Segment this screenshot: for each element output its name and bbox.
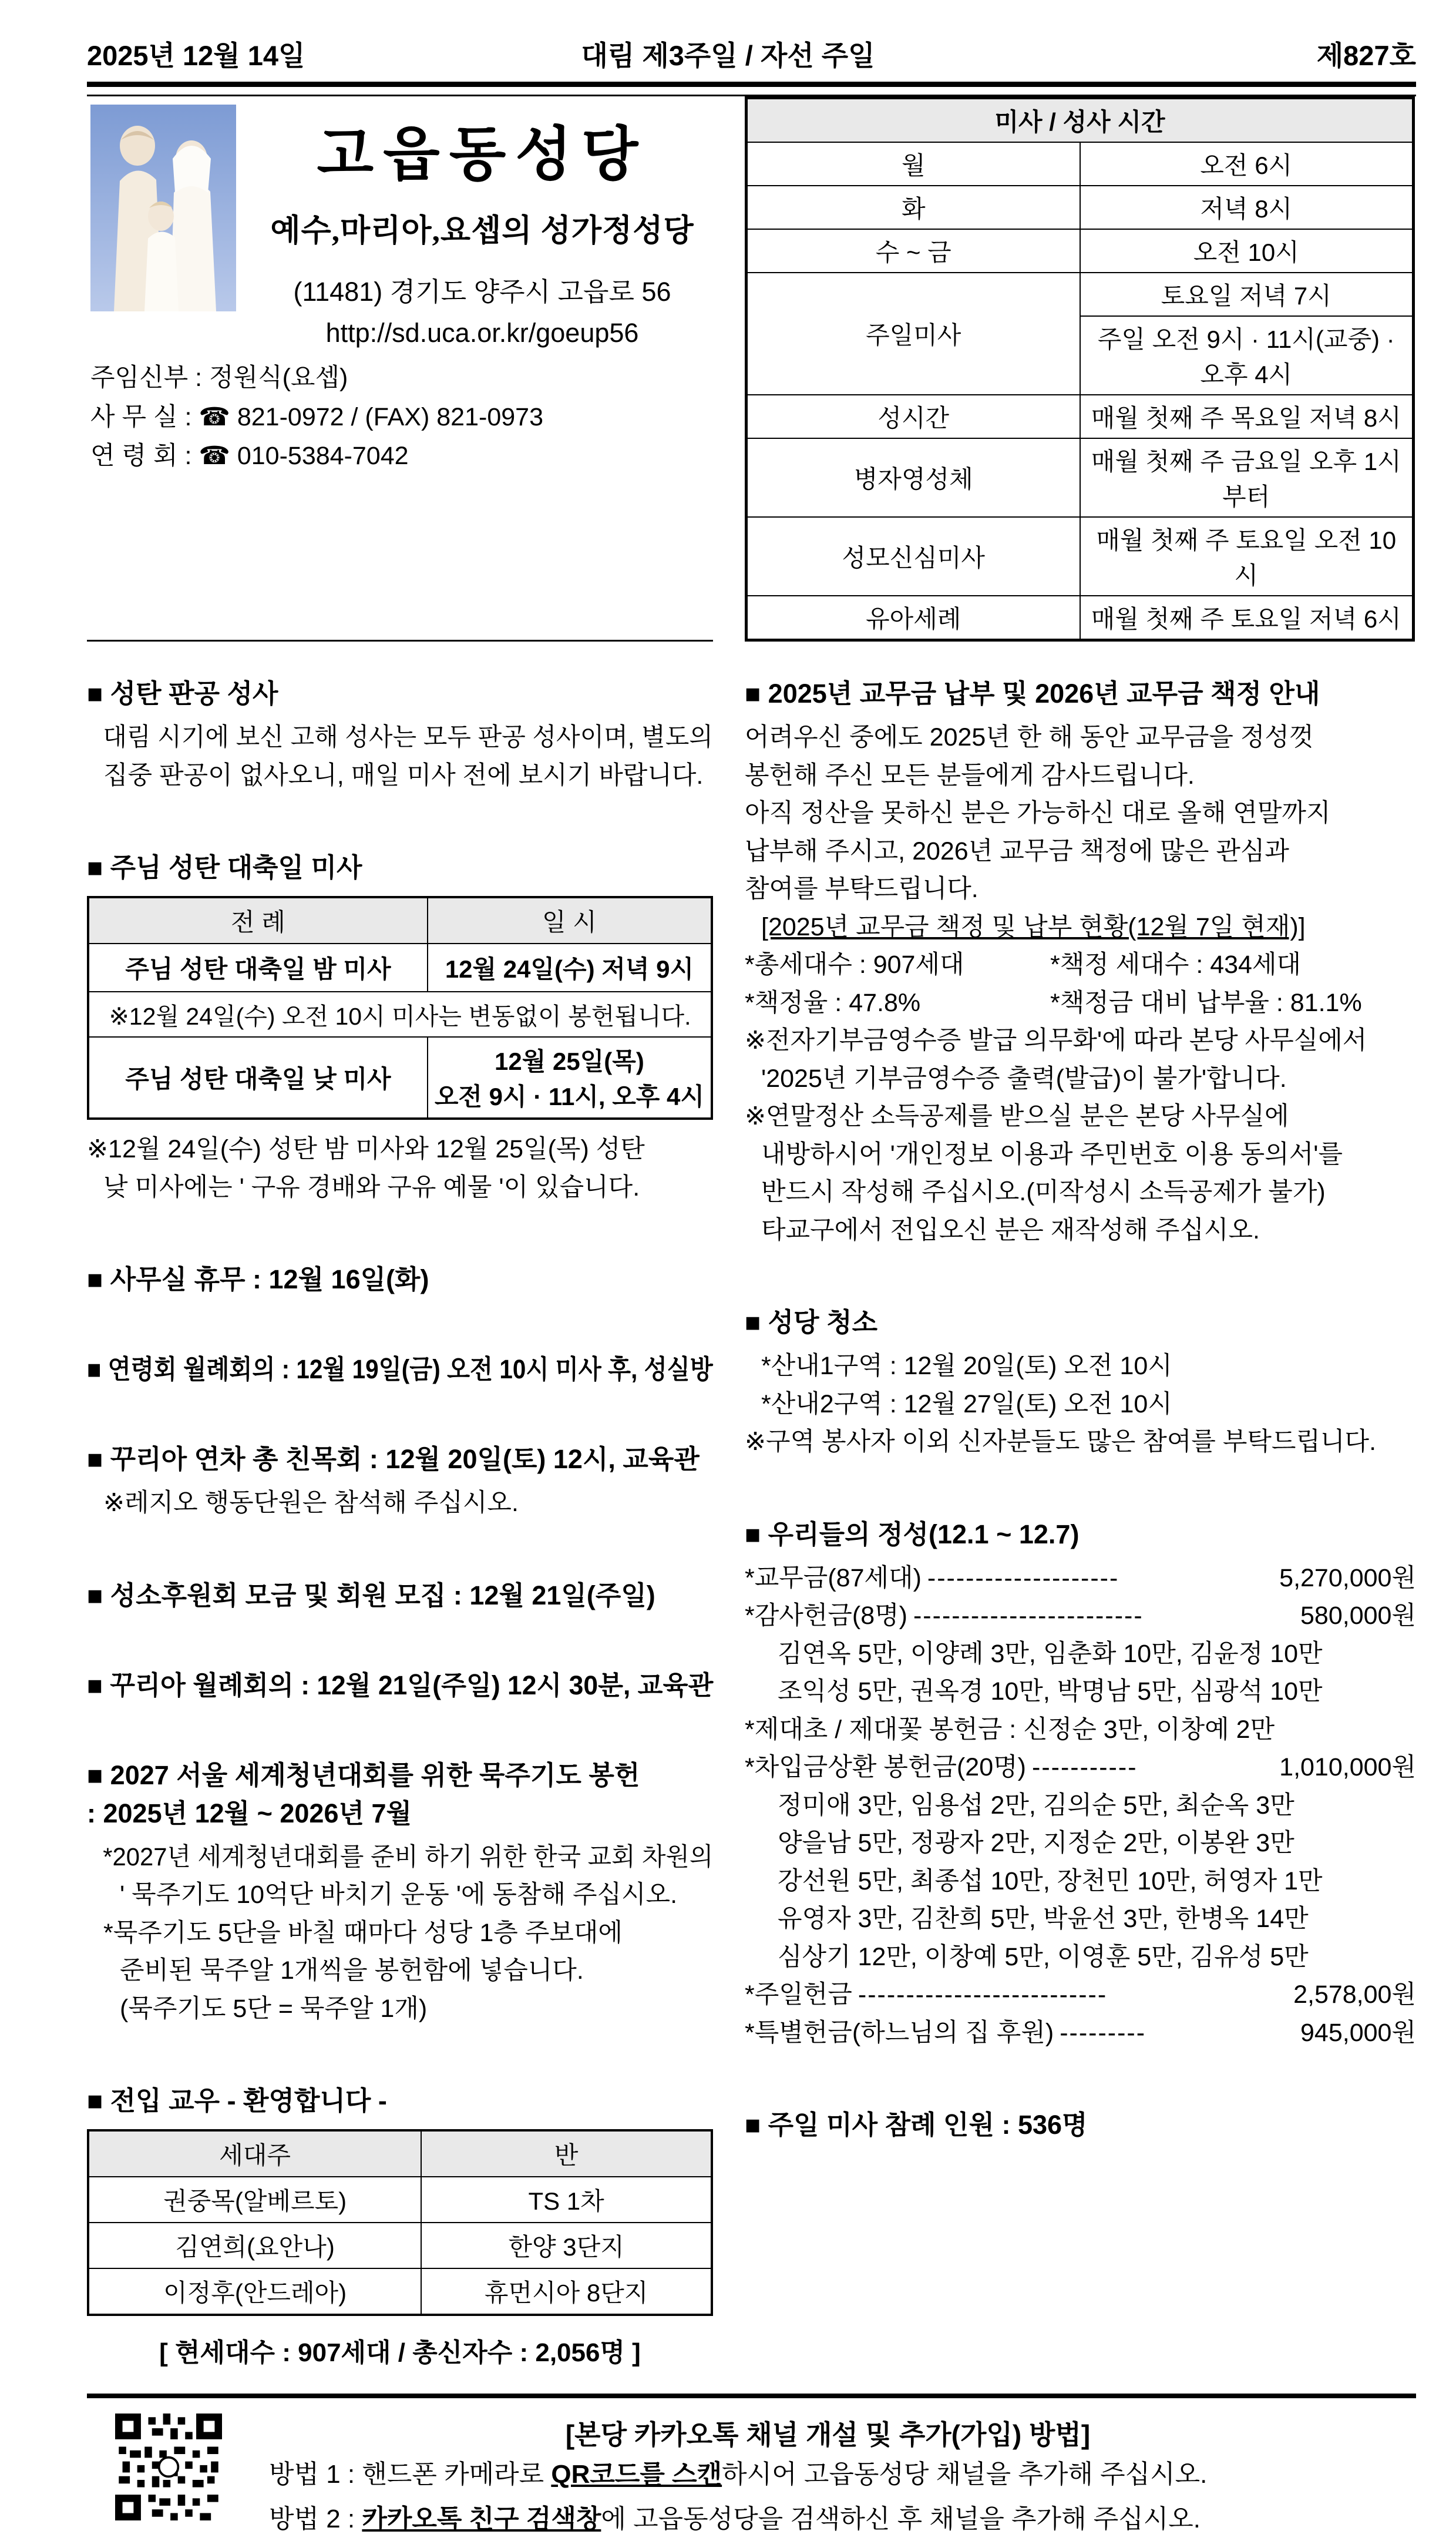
householder-name: 이정후(안드레아) [163, 2279, 347, 2307]
masthead-rule [87, 82, 1416, 96]
cleaning-schedule-line: *산내2구역 : 12월 27일(토) 오전 10시 [761, 1389, 1172, 1418]
offering-row [745, 1559, 1416, 1597]
householder-name: 김연희(요안나) [175, 2233, 335, 2261]
christmas-mass-table [87, 896, 713, 1120]
offering-row [745, 1976, 1416, 2014]
offering-amount: 5,270,000원 [1279, 1563, 1416, 1592]
section-title: ■ 꾸리아 연차 총 친목회 : 12월 20일(토) 12시, 교육관 [87, 1444, 700, 1474]
offering-amount: 945,000원 [1300, 2018, 1416, 2047]
section-title: ■ 성당 청소 [745, 1307, 878, 1337]
section-mass-attendance [745, 2103, 1416, 2141]
day-label: 화 [901, 195, 926, 223]
note-line: 내방하시어 '개인정보 이용과 주민번호 이용 동의서'를 [761, 1140, 1343, 1169]
table-row [88, 2268, 712, 2315]
table-row [88, 2177, 712, 2223]
donor-names-line: 유영자 3만, 김찬희 5만, 박윤선 3만, 한병옥 14만 [778, 1905, 1309, 1933]
stat-total-households: *총세대수 : 907세대 [745, 951, 964, 979]
dash-leader: -------------------------- [858, 1981, 1108, 2009]
footer-method-1 [246, 2452, 1410, 2497]
time-value: 매월 첫째 주 목요일 저녁 8시 [1091, 404, 1401, 432]
method1-prefix: 방법 1 : 핸드폰 카메라로 [269, 2460, 552, 2489]
offering-row [745, 2014, 1416, 2052]
liturgy-name: 주님 성탄 대축일 낮 미사 [125, 1065, 391, 1093]
dash-leader: --------- [1060, 2018, 1146, 2047]
method2-suffix: 에 고읍동성당을 검색하신 후 채널을 추가해 주십시오. [601, 2504, 1201, 2533]
column-header: 일 시 [428, 897, 712, 944]
day-label: 수 ~ 금 [875, 239, 951, 266]
section-curia-monthly-meeting [87, 1664, 713, 1702]
right-column [745, 672, 1416, 2141]
method2-prefix: 방법 2 : [269, 2504, 362, 2533]
footer-text [246, 2414, 1410, 2541]
section-title-line2: : 2025년 12월 ~ 2026년 7월 [87, 1798, 412, 1828]
donor-names-line: 김연옥 5만, 이양례 3만, 임춘화 10만, 김윤정 10만 [778, 1639, 1323, 1668]
table-row [747, 596, 1414, 640]
table-row [88, 2223, 712, 2268]
ban-name: TS 1차 [528, 2187, 604, 2215]
stat-payment-rate: *책정금 대비 납부율 : 81.1% [1050, 988, 1362, 1017]
offering-row [745, 1748, 1416, 1787]
time-value: 저녁 8시 [1200, 195, 1293, 223]
offering-label: *주일헌금 [745, 1981, 852, 2009]
footer-rule [87, 2394, 1416, 2398]
donor-names-line: 강선원 5만, 최종섭 10만, 장천민 10만, 허영자 1만 [778, 1867, 1323, 1895]
note-line: 반드시 작성해 주십시오.(미작성시 소득공제가 불가) [761, 1178, 1326, 1206]
liturgy-name: 주님 성탄 대축일 밤 미사 [125, 955, 391, 983]
offering-label: *감사헌금(8명) [745, 1602, 907, 1630]
section-offering-guidance [745, 672, 1416, 1249]
day-label: 성시간 [877, 404, 950, 432]
section-title: ■ 우리들의 정성(12.1 ~ 12.7) [745, 1519, 1080, 1549]
liturgy-time: 오전 9시 · 11시, 오후 4시 [434, 1083, 704, 1110]
masthead [87, 34, 1416, 73]
section-curia-annual-gathering [87, 1438, 713, 1522]
table-row [747, 142, 1414, 186]
time-value: 매월 첫째 주 금요일 오후 1시 부터 [1091, 448, 1401, 511]
table-row [747, 395, 1414, 438]
note-line: 낮 미사에는 ' 구유 경배와 구유 예물 '이 있습니다. [103, 1173, 640, 1201]
dash-leader: ----------- [1032, 1753, 1138, 1781]
section-title: ■ 주님 성탄 대축일 미사 [87, 852, 362, 882]
church-identity-block [87, 96, 713, 642]
day-label: 월 [901, 152, 926, 179]
pastor-line: 주임신부 : 정원식(요셉) [90, 364, 348, 392]
left-column [87, 672, 713, 2369]
masthead-issue-number: 제827호 [1316, 40, 1416, 71]
mass-schedule-table [745, 96, 1415, 642]
paragraph-line: 참여를 부탁드립니다. [745, 875, 978, 903]
stat-pledged-households: *책정 세대수 : 434세대 [1050, 951, 1302, 979]
offering-row [745, 1597, 1416, 1635]
section-title: ■ 2027 서울 세계청년대회를 위한 묵주기도 봉헌 [87, 1760, 640, 1790]
offering-amount: 580,000원 [1300, 1602, 1416, 1630]
table-row [88, 944, 712, 992]
section-title: ■ 주일 미사 참례 인원 : 536명 [745, 2110, 1088, 2140]
stat-pledge-rate: *책정율 : 47.8% [745, 988, 921, 1017]
paragraph-line: 집중 판공이 없사오니, 매일 미사 전에 보시기 바랍니다. [103, 761, 704, 790]
note-line: ※레지오 행동단원은 참석해 주십시오. [103, 1489, 519, 1517]
table-row [747, 438, 1414, 517]
new-parishioners-table [87, 2129, 713, 2316]
household-summary: [ 현세대수 : 907세대 / 총신자수 : 2,056명 ] [159, 2338, 641, 2367]
paragraph-line: 대림 시기에 보신 고해 성사는 모두 판공 성사이며, 별도의 [103, 723, 713, 751]
donor-names-line: 심상기 12만, 이창예 5만, 이영훈 5만, 김유성 5만 [778, 1942, 1309, 1971]
top-area [87, 96, 1416, 642]
status-heading: [2025년 교무금 책정 및 납부 현황(12월 7일 현재)] [761, 912, 1306, 941]
table-row [747, 273, 1414, 316]
time-value: 토요일 저녁 7시 [1161, 282, 1331, 310]
church-subtitle: 예수,마리아,요셉의 성가정성당 [270, 214, 694, 248]
note-line: ※12월 24일(수) 성탄 밤 미사와 12월 25일(목) 성탄 [87, 1135, 645, 1163]
table-row [747, 229, 1414, 273]
paragraph-line: 납부해 주시고, 2026년 교무금 책정에 많은 관심과 [745, 837, 1289, 865]
cleaning-schedule-line: *산내1구역 : 12월 20일(토) 오전 10시 [761, 1352, 1172, 1380]
section-title: ■ 연령회 월례회의 : 12월 19일(금) 오전 10시 미사 후, 성실방 [87, 1354, 713, 1384]
time-value: 주일 오전 9시 · 11시(교중) · 오후 4시 [1097, 325, 1395, 388]
qr-code-image [115, 2414, 222, 2520]
status-row [745, 984, 1416, 1022]
table-row [747, 186, 1414, 229]
liturgy-time: 12월 24일(수) 저녁 9시 [445, 955, 694, 983]
footer-method-2 [246, 2497, 1410, 2541]
office-phone-line: 사 무 실 : ☎ 821-0972 / (FAX) 821-0973 [90, 402, 543, 431]
masthead-title: 대림 제3주일 / 자선 주일 [581, 40, 875, 71]
time-value: 매월 첫째 주 토요일 저녁 6시 [1091, 605, 1401, 633]
section-christmas-confession [87, 672, 713, 794]
offering-amount: 1,010,000원 [1279, 1753, 1416, 1781]
section-funeral-society-meeting [87, 1348, 713, 1386]
section-title: ■ 전입 교우 - 환영합니다 - [87, 2086, 387, 2116]
column-header: 전 례 [88, 897, 428, 944]
method1-suffix: 하시어 고읍동성당 채널을 추가해 주십시오. [722, 2460, 1208, 2489]
time-value: 오전 10시 [1193, 239, 1299, 266]
day-label: 유아세례 [866, 605, 961, 633]
section-title: ■ 2025년 교무금 납부 및 2026년 교무금 책정 안내 [745, 679, 1320, 709]
holy-family-photo [90, 105, 236, 311]
column-header: 반 [421, 2130, 712, 2177]
paragraph-line: 아직 정산을 못하신 분은 가능하신 대로 올해 연말까지 [745, 799, 1331, 827]
column-header: 세대주 [88, 2130, 421, 2177]
church-contacts [90, 359, 713, 475]
donor-names-line: 정미애 3만, 임용섭 2만, 김의순 5만, 최순옥 3만 [778, 1791, 1294, 1820]
table-row [88, 992, 712, 1037]
note-line: 타교구에서 전입오신 분은 재작성해 주십시오. [761, 1216, 1260, 1244]
liturgy-time: 12월 25일(목) [495, 1048, 644, 1075]
mass-table-title: 미사 / 성사 시간 [747, 98, 1414, 143]
church-website: http://sd.uca.or.kr/goeup56 [325, 318, 639, 348]
funeral-society-phone-line: 연 령 회 : ☎ 010-5384-7042 [90, 442, 409, 470]
table-note: ※12월 24일(수) 오전 10시 미사는 변동없이 봉헌됩니다. [109, 1003, 691, 1030]
paragraph-line: (묵주기도 5단 = 묵주알 1개) [120, 1994, 428, 2023]
table-row [747, 517, 1414, 596]
footer-title: [본당 카카오톡 채널 개설 및 추가(가입) 방법] [565, 2419, 1091, 2450]
householder-name: 권중목(알베르토) [163, 2187, 347, 2215]
paragraph-line: *묵주기도 5단을 바칠 때마다 성당 1층 주보대에 [103, 1918, 623, 1947]
offering-amount: 2,578,00원 [1293, 1981, 1416, 2009]
offering-label: *특별헌금(하느님의 집 후원) [745, 2018, 1054, 2047]
offering-label: *교무금(87세대) [745, 1563, 922, 1592]
paragraph-line: 어려우신 중에도 2025년 한 해 동안 교무금을 정성껏 [745, 723, 1314, 751]
section-church-cleaning [745, 1301, 1416, 1461]
section-office-closed [87, 1258, 713, 1296]
ban-name: 휴먼시아 8단지 [484, 2279, 648, 2307]
church-name: 고읍동성당 [317, 122, 648, 187]
note-line: ※전자기부금영수증 발급 의무화'에 따라 본당 사무실에서 [745, 1026, 1367, 1055]
note-line: '2025년 기부금영수증 출력(발급)이 불가'합니다. [761, 1064, 1287, 1093]
section-title: ■ 성탄 판공 성사 [87, 679, 278, 709]
note-line: ※구역 봉사자 이외 신자분들도 많은 참여를 부탁드립니다. [745, 1428, 1377, 1456]
dash-leader: ------------------------ [913, 1602, 1144, 1630]
paragraph-line: 준비된 묵주알 1개씩을 봉헌함에 넣습니다. [120, 1956, 584, 1985]
donor-names-line: 조익성 5만, 권옥경 10만, 박명남 5만, 심광석 10만 [778, 1677, 1323, 1706]
method2-emphasis: 카카오톡 친구 검색창 [362, 2504, 601, 2533]
ban-name: 한양 3단지 [508, 2233, 624, 2261]
day-label: 주일미사 [866, 321, 961, 349]
time-value: 오전 6시 [1200, 152, 1293, 179]
section-title: ■ 성소후원회 모금 및 회원 모집 : 12월 21일(주일) [87, 1580, 655, 1610]
section-title: ■ 꾸리아 월례회의 : 12월 21일(주일) 12시 30분, 교육관 [87, 1670, 714, 1700]
section-vocation-support [87, 1574, 713, 1612]
paragraph-line: *2027년 세계청년대회를 준비 하기 위한 한국 교회 차원의 [103, 1842, 714, 1871]
section-weekly-offerings [745, 1513, 1416, 2052]
day-label: 성모신심미사 [842, 544, 985, 572]
church-address: (11481) 경기도 양주시 고읍로 56 [293, 277, 671, 307]
content-columns [87, 672, 1416, 2369]
paragraph-line: 봉헌해 주신 모든 분들에게 감사드립니다. [745, 761, 1195, 790]
time-value: 매월 첫째 주 토요일 오전 10시 [1096, 526, 1397, 589]
method1-emphasis: QR코드를 스캔 [551, 2460, 722, 2489]
masthead-date: 2025년 12월 14일 [87, 40, 305, 71]
status-row [745, 946, 1416, 984]
note-line: ※연말정산 소득공제를 받으실 분은 본당 사무실에 [745, 1102, 1289, 1130]
section-title: ■ 사무실 휴무 : 12월 16일(화) [87, 1264, 429, 1294]
section-wyd-rosary [87, 1754, 713, 2028]
section-christmas-mass [87, 846, 713, 1206]
day-label: 병자영성체 [853, 465, 973, 493]
dash-leader: -------------------- [927, 1563, 1119, 1592]
donor-names-line: 양을남 5만, 정광자 2만, 지정순 2만, 이봉완 3만 [778, 1829, 1294, 1857]
offering-label: *차입금상환 봉헌금(20명) [745, 1753, 1026, 1781]
offering-row: *제대초 / 제대꽃 봉헌금 : 신정순 3만, 이창예 2만 [745, 1715, 1275, 1744]
paragraph-line: ' 묵주기도 10억단 바치기 운동 '에 동참해 주십시오. [120, 1881, 678, 1909]
section-new-parishioners [87, 2079, 713, 2369]
kakao-channel-footer [87, 2414, 1416, 2541]
table-row [88, 1037, 712, 1119]
